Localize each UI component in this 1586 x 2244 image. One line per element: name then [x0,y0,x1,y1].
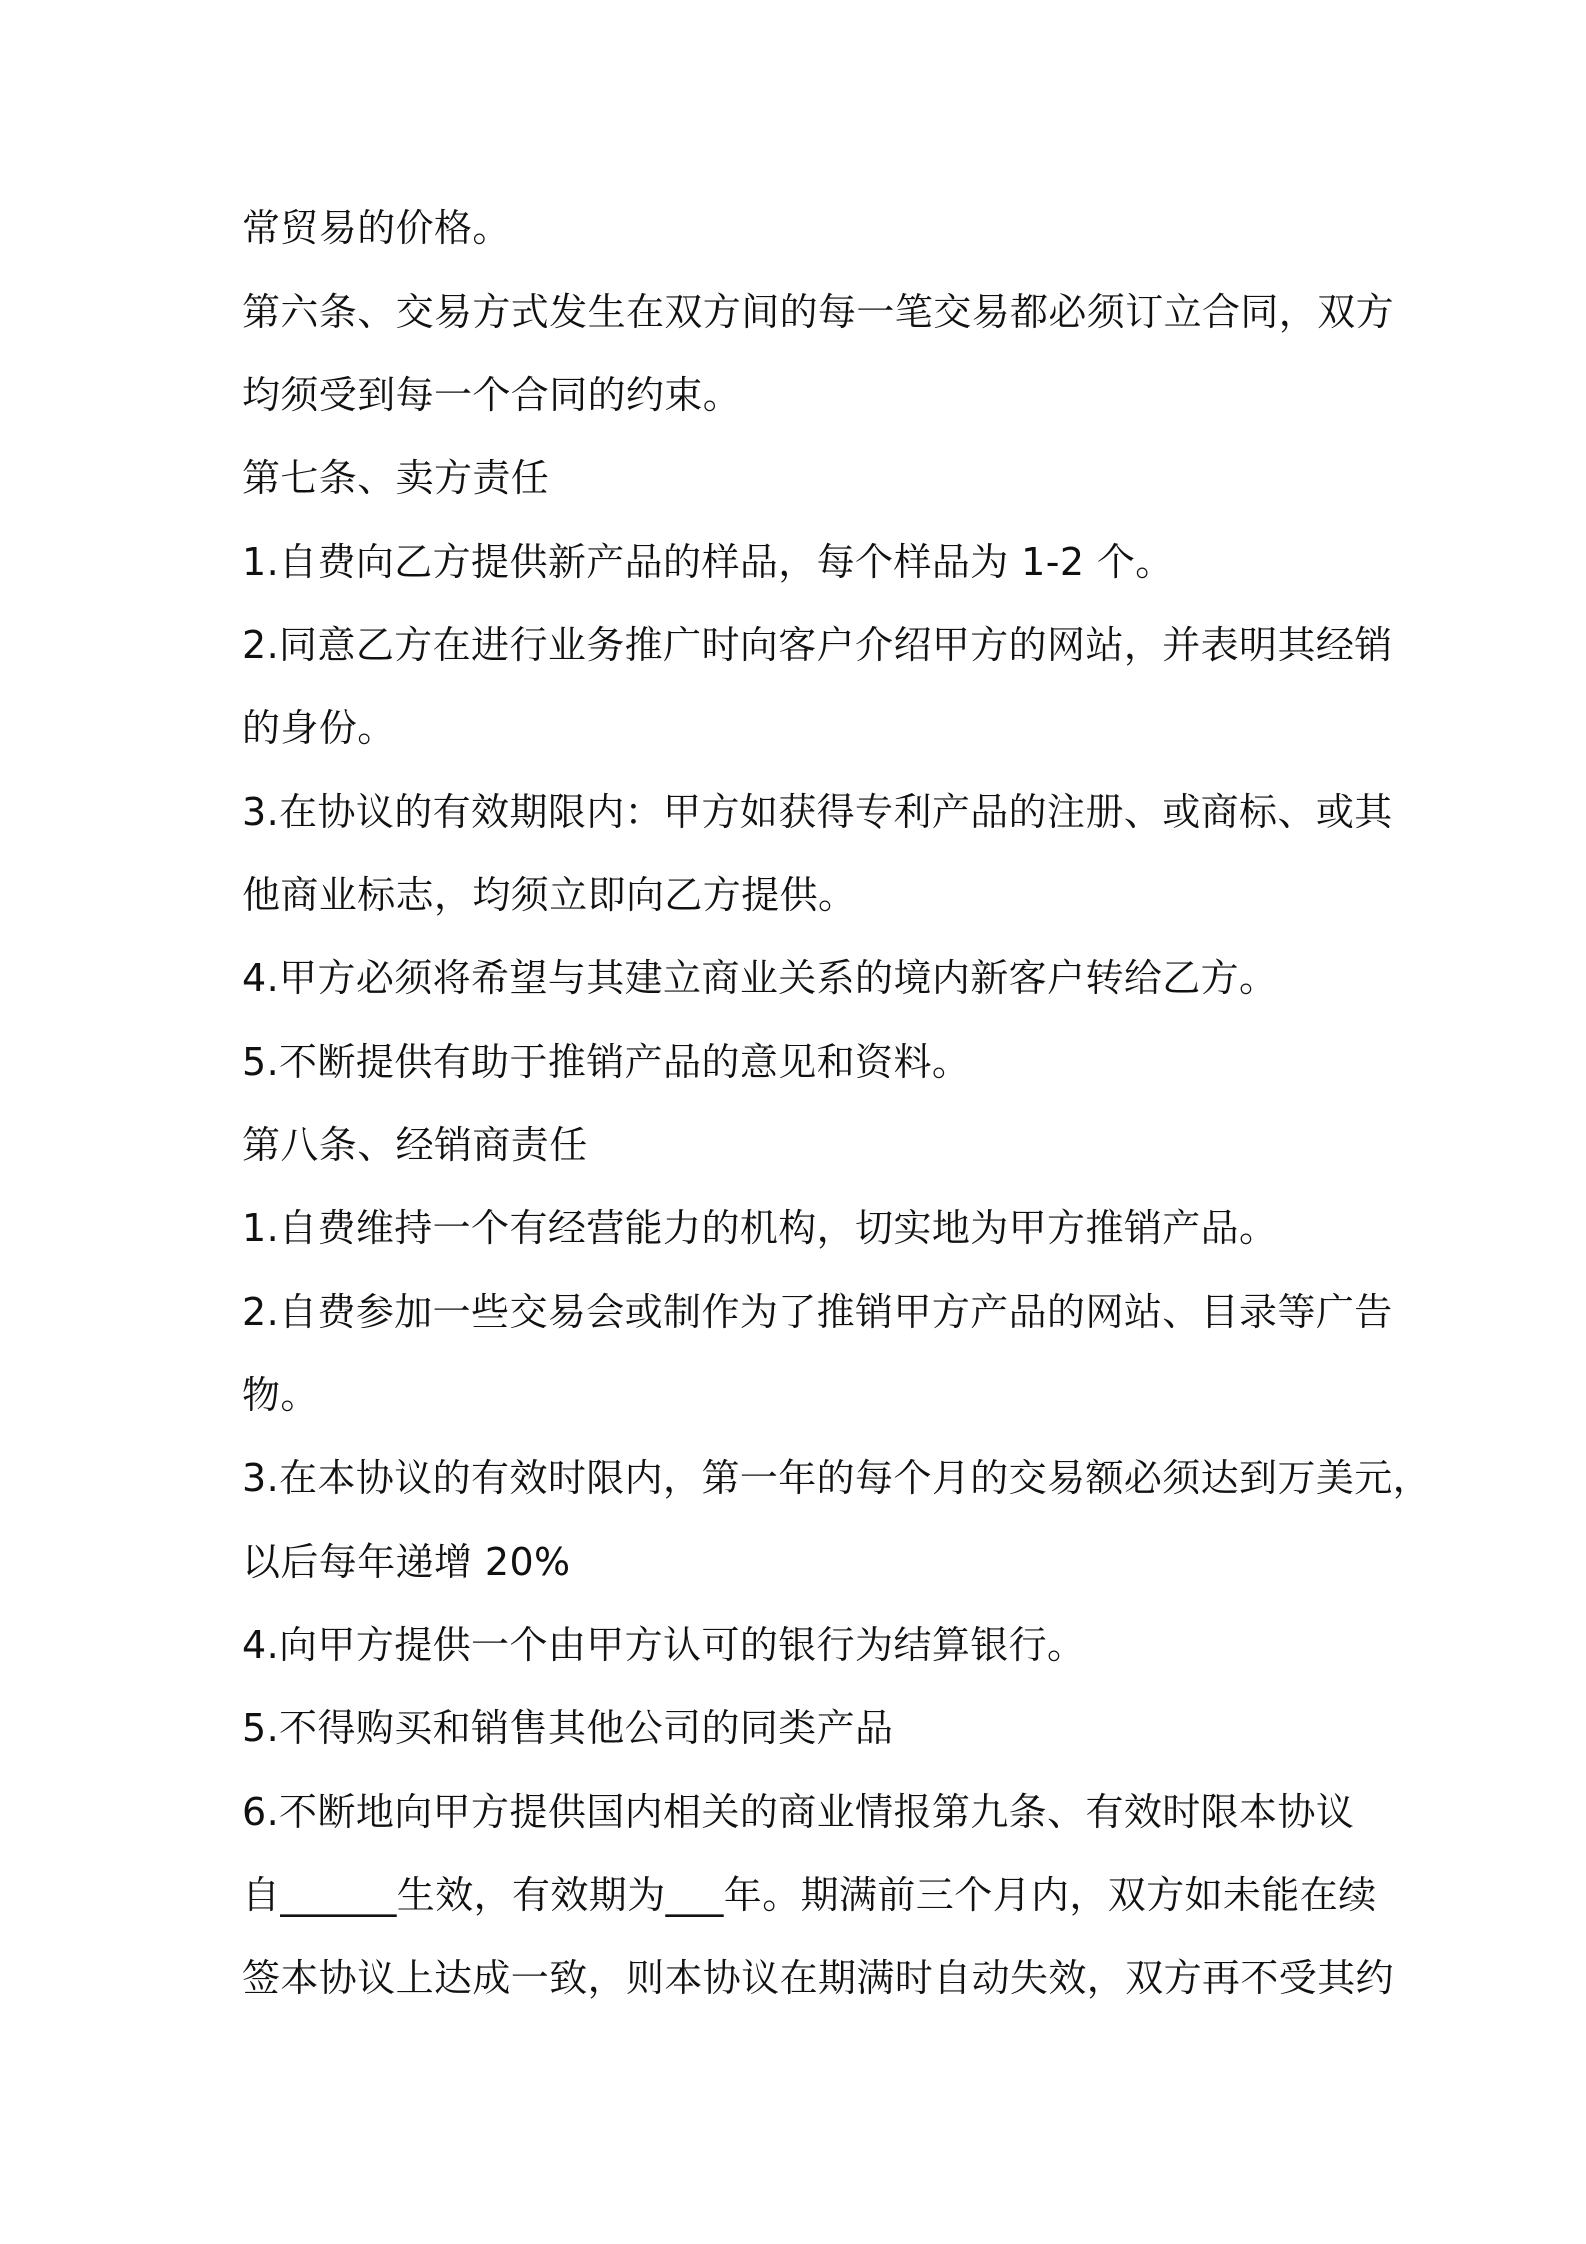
text-line: 第六条、交易方式发生在双方间的每一笔交易都必须订立合同，双方 [242,290,1395,334]
text-line: 4.甲方必须将希望与其建立商业关系的境内新客户转给乙方。 [242,956,1278,1000]
section-heading: 第八条、经销商责任 [242,1123,588,1167]
text-line: 物。 [242,1373,319,1417]
text-line: 5.不得购买和销售其他公司的同类产品 [242,1706,894,1750]
text-line: 4.向甲方提供一个由甲方认可的银行为结算银行。 [242,1623,1086,1667]
text-line: 签本协议上达成一致，则本协议在期满时自动失效，双方再不受其约 [242,1956,1395,2000]
text-line: 2.自费参加一些交易会或制作为了推销甲方产品的网站、目录等广告 [242,1290,1393,1334]
text-line: 1.自费维持一个有经营能力的机构，切实地为甲方推销产品。 [242,1206,1278,1250]
text-line: 3.在本协议的有效时限内，第一年的每个月的交易额必须达到万美元， [242,1456,1432,1500]
text-line: 常贸易的价格。 [242,206,511,250]
text-line: 6.不断地向甲方提供国内相关的商业情报第九条、有效时限本协议 [242,1790,1355,1834]
text-line: 1.自费向乙方提供新产品的样品，每个样品为 1-2 个。 [242,540,1174,584]
text-line: 3.在协议的有效期限内：甲方如获得专利产品的注册、或商标、或其 [242,790,1393,834]
text-line: 均须受到每一个合同的约束。 [242,373,742,417]
text-line: 以后每年递增 20% [242,1540,571,1584]
text-line: 他商业标志，均须立即向乙方提供。 [242,873,857,917]
text-line: 2.同意乙方在进行业务推广时向客户介绍甲方的网站，并表明其经销 [242,623,1393,667]
section-heading: 第七条、卖方责任 [242,456,550,500]
text-line: 5.不断提供有助于推销产品的意见和资料。 [242,1040,971,1084]
text-line: 自______生效，有效期为___年。期满前三个月内，双方如未能在续 [242,1873,1377,1917]
text-line: 的身份。 [242,706,396,750]
